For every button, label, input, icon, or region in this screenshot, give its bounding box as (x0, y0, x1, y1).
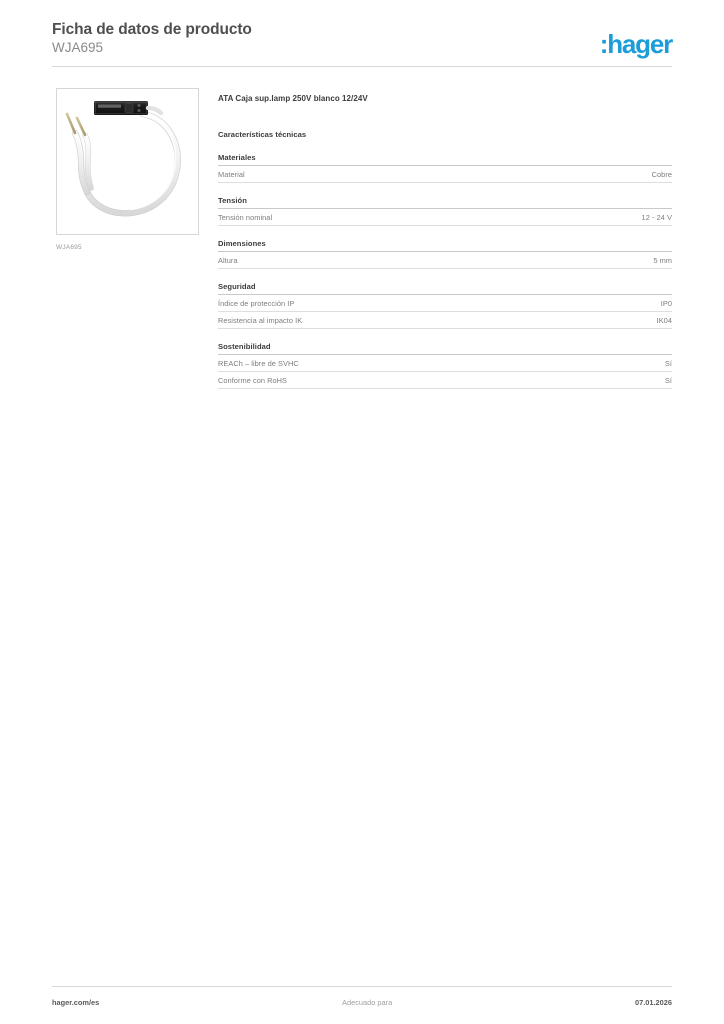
spec-group-title: Dimensiones (218, 239, 672, 252)
spec-group (218, 282, 672, 329)
product-reference: WJA695 (52, 40, 104, 55)
spec-row (218, 312, 672, 329)
spec-group (218, 196, 672, 226)
spec-group (218, 153, 672, 183)
spec-value: Cobre (651, 169, 672, 179)
product-image-frame (56, 88, 199, 235)
product-figure (56, 88, 201, 251)
spec-value: Sí (664, 358, 672, 368)
figure-caption: WJA695 (56, 244, 82, 251)
spec-group-title: Sostenibilidad (218, 342, 672, 355)
connector-block (94, 101, 148, 115)
page-title: Ficha de datos de producto (52, 21, 252, 38)
spec-group-title: Seguridad (218, 282, 672, 295)
spec-label: Resistencia al impacto IK (218, 315, 303, 325)
spec-label: Índice de protección IP (218, 298, 295, 308)
spec-label: Conforme con RoHS (218, 375, 288, 385)
bare-wire-tip (67, 114, 75, 133)
header-divider (52, 66, 672, 67)
product-name: ATA Caja sup.lamp 250V blanco 12/24V (218, 94, 368, 103)
page-header (52, 20, 672, 70)
spec-value: Sí (664, 375, 672, 385)
spec-row (218, 209, 672, 226)
footer-center-text: Adecuado para (342, 998, 393, 1007)
spec-group-title: Tensión (218, 196, 672, 209)
spec-label: Altura (218, 255, 238, 265)
spec-row (218, 295, 672, 312)
spec-row (218, 355, 672, 372)
specifications-panel (218, 94, 672, 402)
spec-row (218, 252, 672, 269)
page-footer (52, 998, 672, 1007)
footer-date: 07.01.2026 (635, 998, 672, 1007)
spec-groups-container (218, 153, 672, 389)
spec-row (218, 372, 672, 389)
spec-label: Tensión nominal (218, 212, 273, 222)
spec-group (218, 239, 672, 269)
hager-logo: :hager (599, 29, 672, 59)
spec-row (218, 166, 672, 183)
footer-website[interactable]: hager.com/es (52, 998, 100, 1007)
spec-label: REACh – libre de SVHC (218, 358, 299, 368)
spec-group-title: Materiales (218, 153, 672, 166)
spec-label: Material (218, 169, 245, 179)
spec-value: 5 mm (653, 255, 672, 265)
spec-value: IK04 (656, 315, 672, 325)
footer-divider (52, 986, 672, 987)
spec-value: IP0 (660, 298, 672, 308)
spec-value: 12 - 24 V (641, 212, 672, 222)
spec-group (218, 342, 672, 389)
technical-characteristics-heading: Características técnicas (218, 130, 307, 139)
product-image (57, 89, 198, 234)
bare-wire-tip (77, 118, 85, 135)
